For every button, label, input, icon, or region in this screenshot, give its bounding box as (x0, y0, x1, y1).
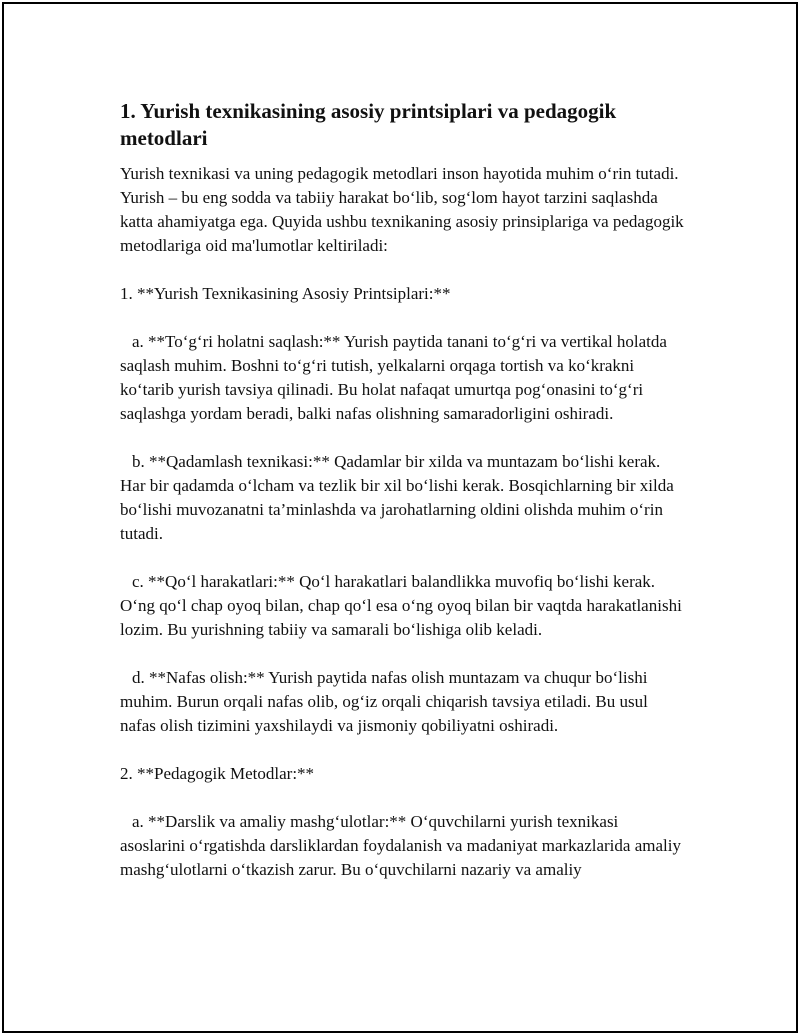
paragraph-stepping: b. **Qadamlash texnikasi:** Qadamlar bir xilda va muntazam bo‘lishi kerak. Har bir qadamda o‘lcham va tezlik bir xil bo‘lishi kerak. Bosqichlarning bir xilda bo‘lishi muvozanatni ta’minlashda va jarohatlarning oldini olishda muhim o‘rin tutadi. (120, 452, 674, 543)
section-title: 1. Yurish texnikasining asosiy printsiplari va pedagogik metodlari (120, 99, 617, 150)
heading-pedagogical-methods: 2. **Pedagogik Metodlar:** (120, 764, 315, 783)
paragraph-textbooks-practice: a. **Darslik va amaliy mashg‘ulotlar:** O‘quvchilarni yurish texnikasi asoslarini o‘rgatishda darsliklardan foydalanish va madaniyat markazlarida amaliy mashg‘ulotlarni o‘tkazish zarur. Bu o‘quvchilarni nazariy va amaliy (120, 812, 681, 879)
document-page (2, 2, 798, 1033)
paragraph-posture: a. **To‘g‘ri holatni saqlash:** Yurish paytida tanani to‘g‘ri va vertikal holatda saqlash muhim. Boshni to‘g‘ri tutish, yelkalarni orqaga tortish va ko‘krakni ko‘tarib yurish tavsiya qilinadi. Bu holat nafaqat umurtqa pog‘onasini to‘g‘ri saqlashga yordam beradi, balki nafas olishning samaradorligini oshiradi. (120, 332, 667, 423)
paragraph-breathing: d. **Nafas olish:** Yurish paytida nafas olish muntazam va chuqur bo‘lishi muhim. Burun orqali nafas olib, og‘iz orqali chiqarish tavsiya etiladi. Bu usul nafas olish tizimini yaxshilaydi va jismoniy qobiliyatni oshiradi. (120, 668, 648, 735)
document-body (120, 98, 686, 882)
heading-principles: 1. **Yurish Texnikasining Asosiy Printsiplari:** (120, 284, 451, 303)
paragraph-arm-movements: c. **Qo‘l harakatlari:** Qo‘l harakatlari balandlikka muvofiq bo‘lishi kerak. O‘ng qo‘l chap oyoq bilan, chap qo‘l esa o‘ng oyoq bilan bir vaqtda harakatlanishi lozim. Bu yurishning tabiiy va samarali bo‘lishiga olib keladi. (120, 572, 682, 639)
intro-paragraph: Yurish texnikasi va uning pedagogik metodlari inson hayotida muhim o‘rin tutadi. Yurish – bu eng sodda va tabiiy harakat bo‘lib, sog‘lom hayot tarzini saqlashda katta ahamiyatga ega. Quyida ushbu texnikaning asosiy prinsiplariga va pedagogik metodlariga oid ma'lumotlar keltiriladi: (120, 164, 684, 255)
